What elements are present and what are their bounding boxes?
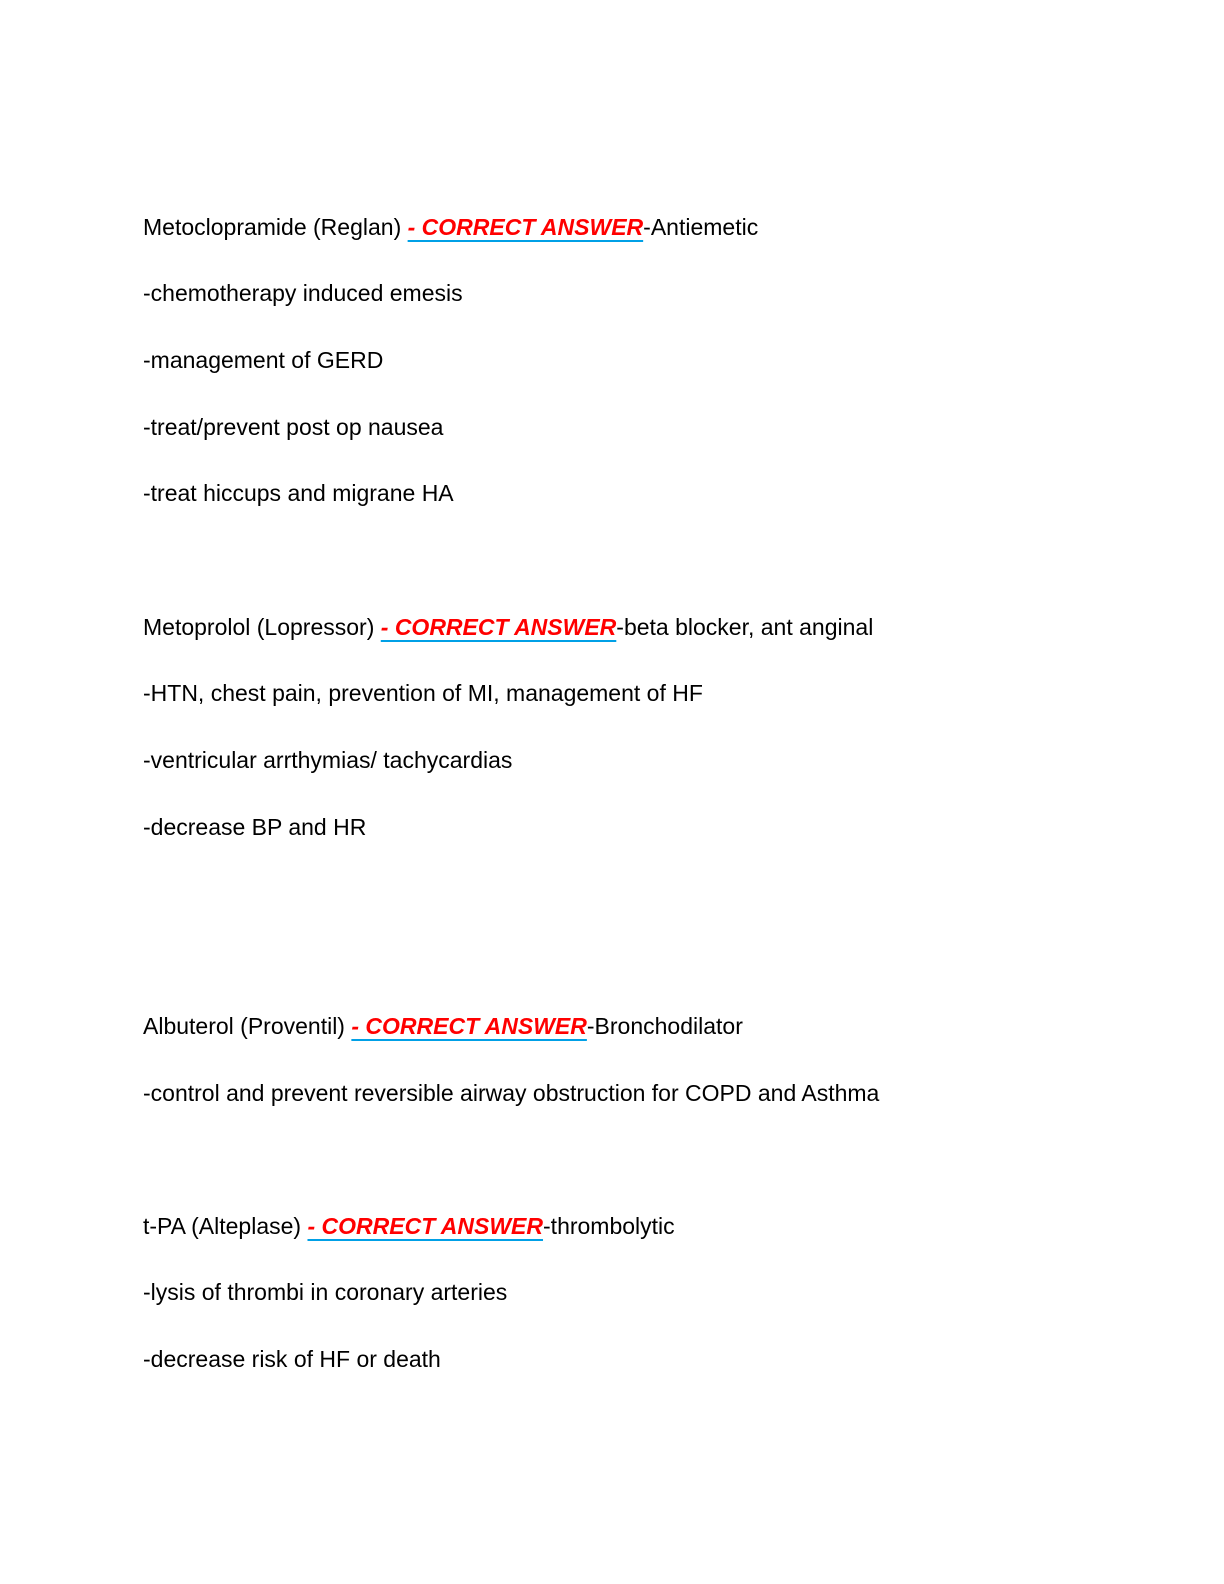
detail-line: -lysis of thrombi in coronary arteries xyxy=(143,1279,508,1305)
detail-line: -treat hiccups and migrane HA xyxy=(143,480,454,506)
detail-line: -decrease BP and HR xyxy=(143,814,367,840)
definition: -thrombolytic xyxy=(543,1213,675,1239)
correct-answer-label: - CORRECT ANSWER xyxy=(407,214,644,240)
term: Metoclopramide (Reglan) xyxy=(143,214,408,240)
definition: -beta blocker, ant anginal xyxy=(616,614,874,640)
definition: -Antiemetic xyxy=(643,214,759,240)
detail-line: -management of GERD xyxy=(143,347,384,373)
definition: -Bronchodilator xyxy=(586,1013,743,1039)
correct-answer-label: - CORRECT ANSWER xyxy=(351,1013,587,1039)
term: Metoprolol (Lopressor) xyxy=(143,614,381,640)
detail-line: -chemotherapy induced emesis xyxy=(143,280,463,306)
correct-answer-label: - CORRECT ANSWER xyxy=(307,1213,544,1239)
detail-line: -treat/prevent post op nausea xyxy=(143,414,444,440)
detail-line: -control and prevent reversible airway obstruction for COPD and Asthma xyxy=(143,1080,880,1106)
entry-heading-metoprolol xyxy=(143,613,873,641)
term: Albuterol (Proventil) xyxy=(143,1013,352,1039)
term: t-PA (Alteplase) xyxy=(143,1213,308,1239)
correct-answer-label: - CORRECT ANSWER xyxy=(380,614,617,640)
entry-heading-tpa xyxy=(143,1212,675,1240)
entry-heading-albuterol xyxy=(143,1012,743,1040)
detail-line: -decrease risk of HF or death xyxy=(143,1346,441,1372)
entry-heading-metoclopramide xyxy=(143,213,758,241)
detail-line: -HTN, chest pain, prevention of MI, management of HF xyxy=(143,680,703,706)
detail-line: -ventricular arrthymias/ tachycardias xyxy=(143,747,513,773)
